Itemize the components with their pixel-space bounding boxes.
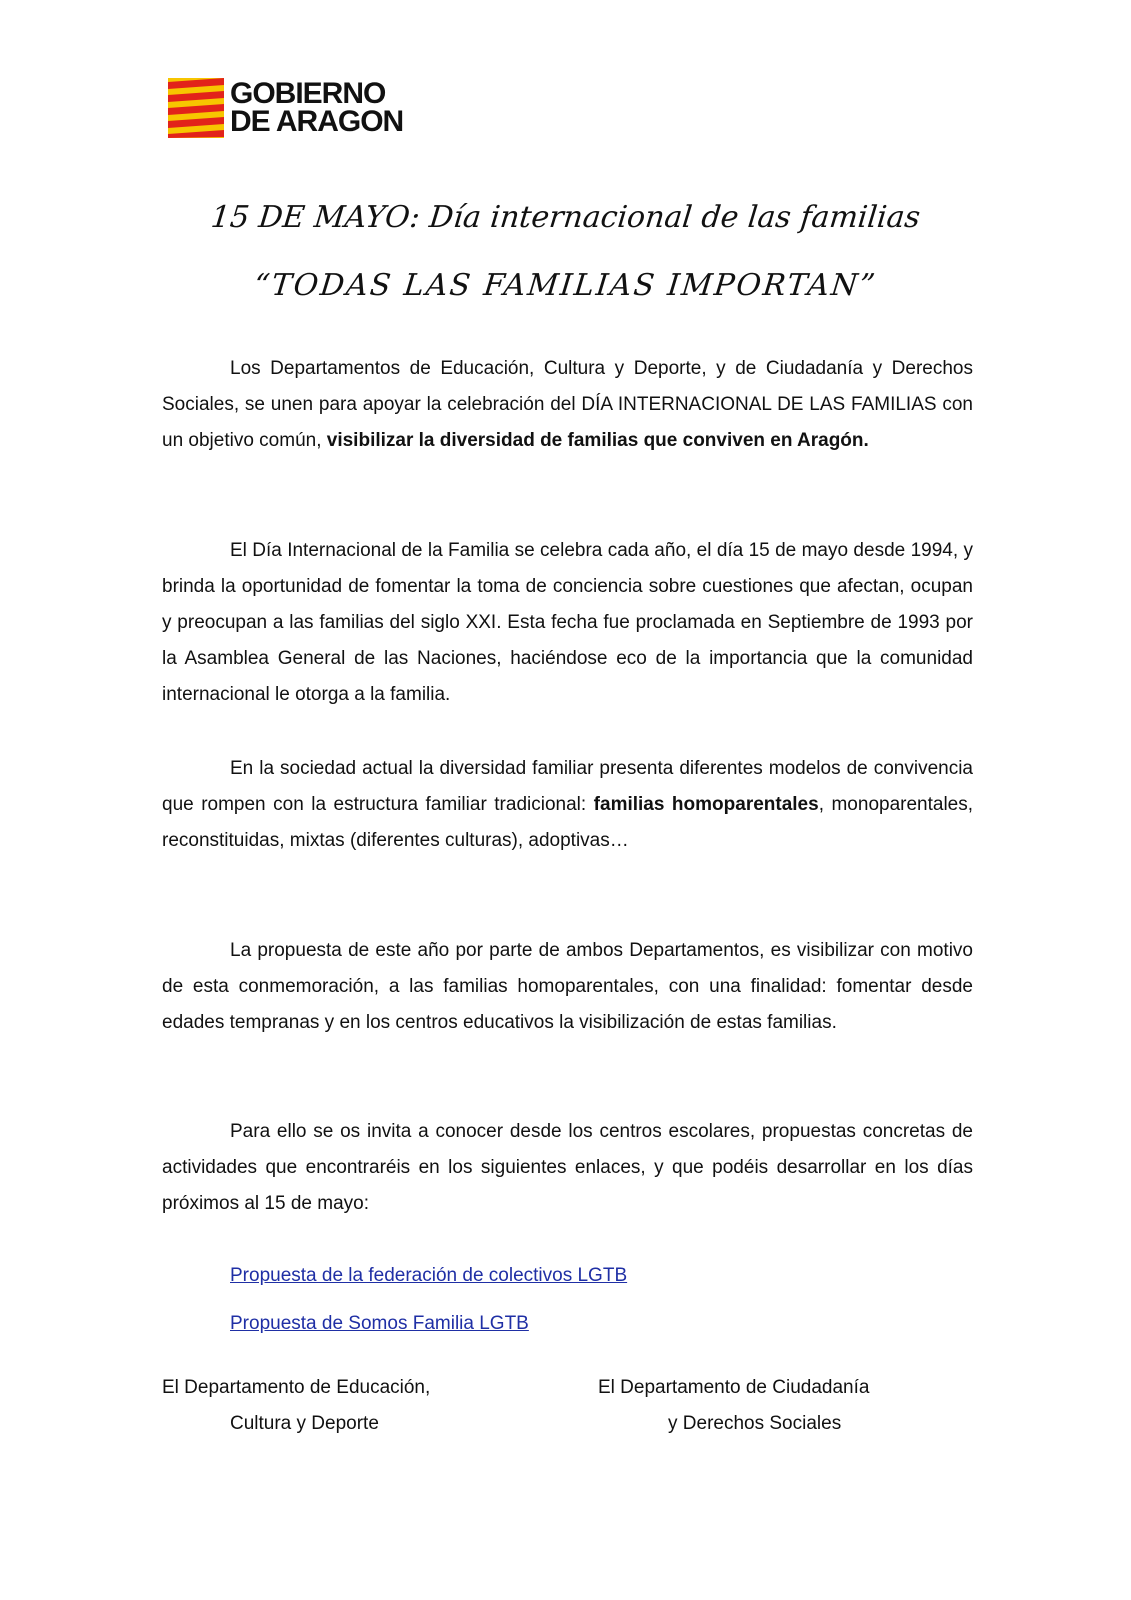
- signature-left-line1: El Departamento de Educación,: [162, 1377, 431, 1398]
- page-subtitle: “TODAS LAS FAMILIAS IMPORTAN”: [252, 268, 879, 303]
- signature-right-line1: El Departamento de Ciudadanía: [598, 1377, 870, 1398]
- paragraph-4: La propuesta de este año por parte de ambos Departamentos, es visibilizar con motivo de esta conmemoración, a las familias homoparentales, con una finalidad: fomentar desde edades tempranas y en los centros educativos la visibilización de estas familias.: [162, 940, 973, 1033]
- paragraph-2: El Día Internacional de la Familia se celebra cada año, el día 15 de mayo desde 1994, y brinda la oportunidad de fomentar la toma de conciencia sobre cuestiones que afectan, ocupan y preocupan a las familias del siglo XXI. Esta fecha fue proclamada en Septiembre de 1993 por la Asamblea General de las Naciones, haciéndose eco de la importancia que la comunidad internacional le otorga a la familia.: [162, 540, 973, 705]
- link-somos-familia-lgtb[interactable]: Propuesta de Somos Familia LGTB: [230, 1313, 529, 1334]
- signature-left-line2: Cultura y Deporte: [230, 1413, 379, 1434]
- paragraph-1-bold: visibilizar la diversidad de familias que conviven en Aragón.: [326, 430, 869, 451]
- paragraph-1: [162, 351, 973, 459]
- link-federacion-lgtb[interactable]: Propuesta de la federación de colectivos LGTB: [230, 1265, 628, 1286]
- logo-line1: GOBIERNO: [230, 77, 386, 110]
- logo-line2: DE ARAGON: [230, 105, 404, 138]
- aragon-flag-icon: [168, 78, 224, 138]
- paragraph-3-rest: , monoparentales, reconstituidas, mixtas (diferentes culturas), adoptivas…: [162, 794, 974, 851]
- gobierno-aragon-logo: [168, 77, 403, 139]
- signature-right-line2: y Derechos Sociales: [668, 1413, 842, 1434]
- page-title: 15 DE MAYO: Día internacional de las familias: [209, 200, 922, 235]
- paragraph-3-text: En la sociedad actual la diversidad familiar presenta diferentes modelos de convivencia que rompen con la estructura familiar tradicional:: [162, 758, 973, 815]
- paragraph-5: Para ello se os invita a conocer desde los centros escolares, propuestas concretas de actividades que encontraréis en los siguientes enlaces, y que podéis desarrollar en los días próximos al 15 de mayo:: [162, 1121, 973, 1214]
- paragraph-3-bold: familias homoparentales: [593, 794, 819, 815]
- logo-wordmark: [230, 77, 404, 138]
- paragraph-3: [162, 751, 973, 859]
- paragraph-1-text: Los Departamentos de Educación, Cultura y Deporte, y de Ciudadanía y Derechos Sociales, se unen para apoyar la celebración del DÍA INTERNACIONAL DE LAS FAMILIAS con un objetivo común,: [162, 358, 973, 451]
